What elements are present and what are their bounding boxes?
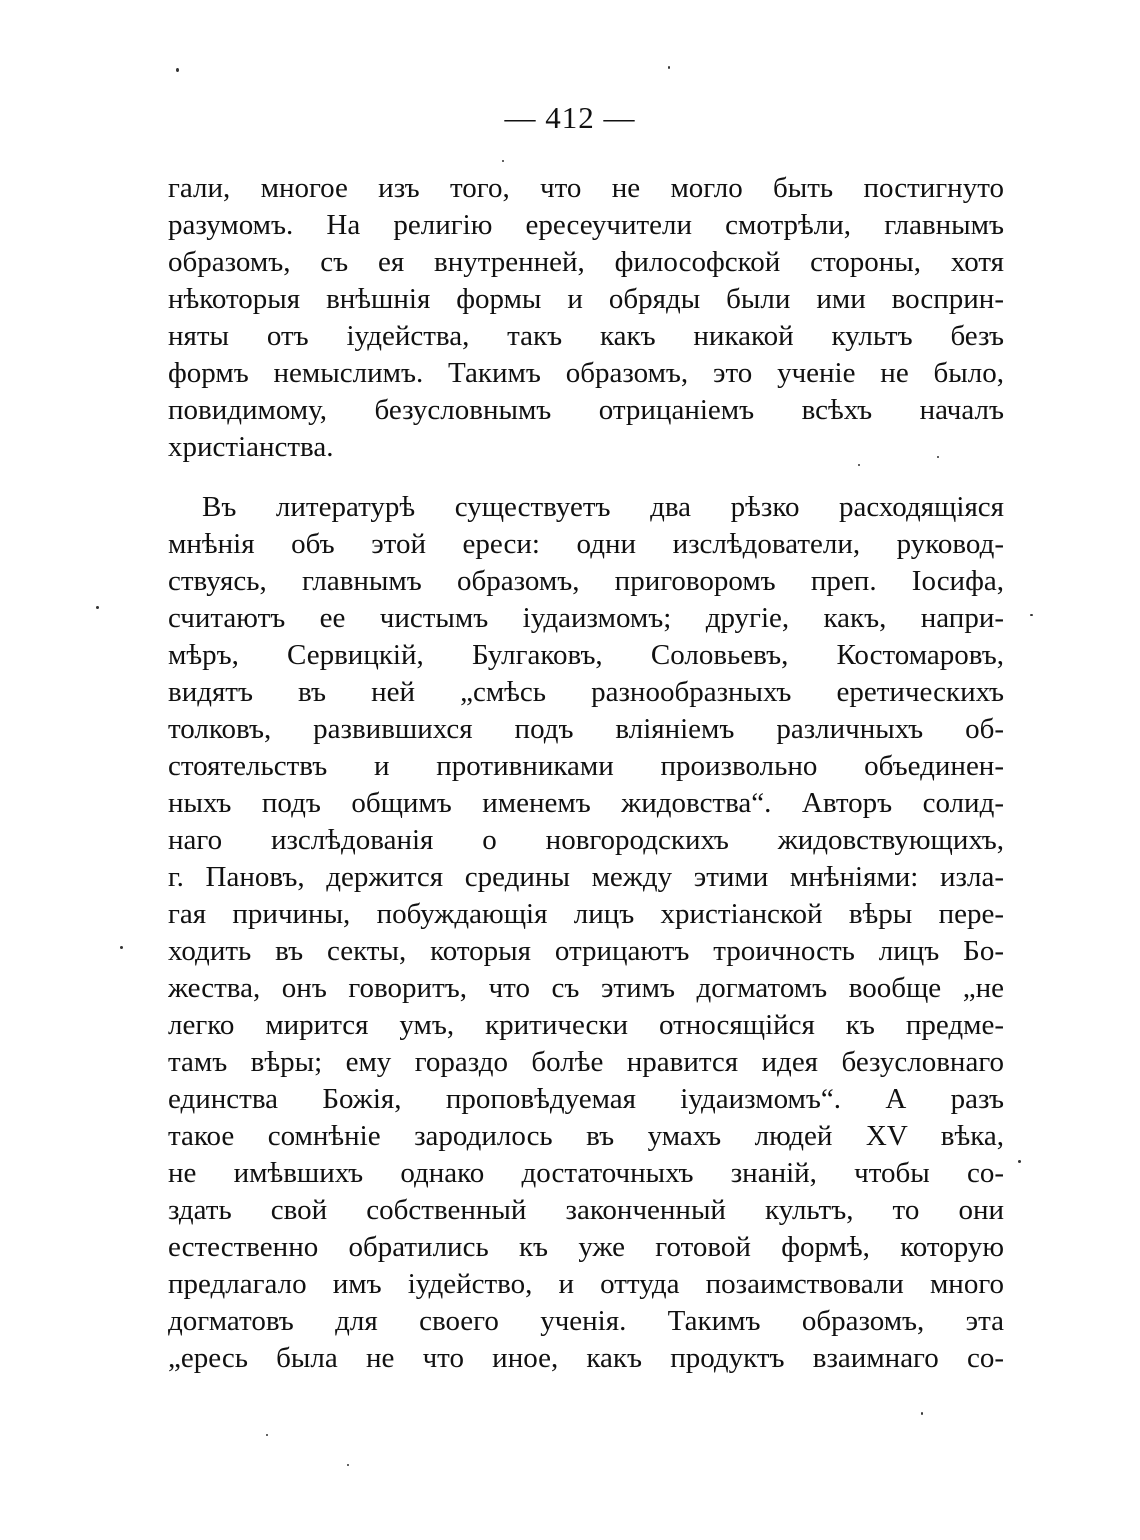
text-line: образомъ, съ ея внутренней, философской стороны, хотя <box>168 246 1004 278</box>
scan-speck <box>347 1464 349 1466</box>
text-line: мнѣнія объ этой ереси: одни изслѣдователи, руковод- <box>168 528 1004 560</box>
scan-speck <box>937 456 939 458</box>
scan-speck <box>176 68 179 72</box>
text-line: ныхъ подъ общимъ именемъ жидовства“. Авторъ солид- <box>168 787 1004 819</box>
scan-speck <box>266 1434 268 1436</box>
text-line: естественно обратились къ уже готовой формѣ, которую <box>168 1231 1004 1263</box>
paragraph-2 <box>168 489 1004 1377</box>
scan-speck <box>1018 1160 1021 1163</box>
text-line: мѣръ, Сервицкій, Булгаковъ, Соловьевъ, Костомаровъ, <box>168 639 1004 671</box>
body-text <box>168 170 1004 1377</box>
scan-speck <box>921 1412 923 1415</box>
text-line: наго изслѣдованія о новгородскихъ жидовствующихъ, <box>168 824 1004 856</box>
scan-speck <box>1030 614 1033 616</box>
text-line: повидимому, безусловнымъ отрицаніемъ всѣхъ началъ <box>168 394 1004 426</box>
scan-speck <box>120 946 123 949</box>
text-line: предлагало имъ іудейство, и оттуда позаимствовали много <box>168 1268 1004 1300</box>
paragraph-gap <box>168 466 1004 489</box>
scan-speck <box>668 66 670 69</box>
scan-speck <box>858 464 860 466</box>
text-line: ствуясь, главнымъ образомъ, приговоромъ преп. Іосифа, <box>168 565 1004 597</box>
text-line: няты отъ іудейства, такъ какъ никакой культъ безъ <box>168 320 1004 352</box>
text-line: толковъ, развившихся подъ вліяніемъ различныхъ об- <box>168 713 1004 745</box>
text-line: догматовъ для своего ученія. Такимъ образомъ, эта <box>168 1305 1004 1337</box>
text-line: Въ литературѣ существуетъ два рѣзко расходящіяся <box>202 491 1004 523</box>
text-line: формъ немыслимъ. Такимъ образомъ, это ученіе не было, <box>168 357 1004 389</box>
text-line: жества, онъ говоритъ, что съ этимъ догматомъ вообще „не <box>168 972 1004 1004</box>
text-line: не имѣвшихъ однако достаточныхъ знаній, чтобы со- <box>168 1157 1004 1189</box>
text-line: считаютъ ее чистымъ іудаизмомъ; другіе, какъ, напри- <box>168 602 1004 634</box>
text-line: гая причины, побуждающія лицъ христіанской вѣры пере- <box>168 898 1004 930</box>
text-line: ходить въ секты, которыя отрицаютъ троичность лицъ Бо- <box>168 935 1004 967</box>
text-line: христіанства. <box>168 431 334 463</box>
text-line: гали, многое изъ того, что не могло быть постигнуто <box>168 172 1004 204</box>
text-line: здать свой собственный законченный культъ, то они <box>168 1194 1004 1226</box>
text-line: видятъ въ ней „смѣсь разнообразныхъ еретическихъ <box>168 676 1004 708</box>
text-line: „ересь была не что иное, какъ продуктъ взаимнаго со- <box>168 1342 1004 1374</box>
paragraph-1 <box>168 170 1004 466</box>
text-line: г. Пановъ, держится средины между этими мнѣніями: изла- <box>168 861 1004 893</box>
text-line: единства Божія, проповѣдуемая іудаизмомъ“. А разъ <box>168 1083 1004 1115</box>
text-line: такое сомнѣніе зародилось въ умахъ людей XV вѣка, <box>168 1120 1004 1152</box>
scan-speck <box>96 606 99 609</box>
scan-speck <box>502 160 504 162</box>
text-line: стоятельствъ и противниками произвольно объединен- <box>168 750 1004 782</box>
text-line: тамъ вѣры; ему гораздо болѣе нравится идея безусловнаго <box>168 1046 1004 1078</box>
text-line: нѣкоторыя внѣшнія формы и обряды были ими восприн- <box>168 283 1004 315</box>
text-line: разумомъ. На религію ересеучители смотрѣли, главнымъ <box>168 209 1004 241</box>
text-line: легко мирится умъ, критически относящійся къ предме- <box>168 1009 1004 1041</box>
page-number: — 412 — <box>504 100 636 135</box>
